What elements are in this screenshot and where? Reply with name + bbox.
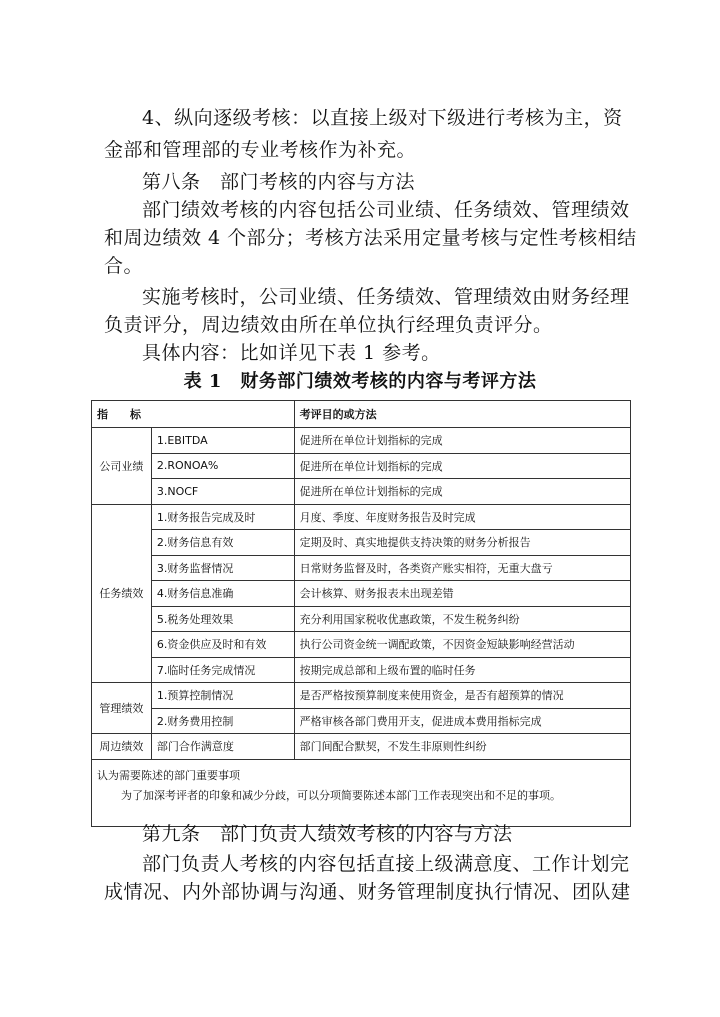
method-cell: 充分利用国家税收优惠政策，不发生税务纠纷 (294, 606, 630, 632)
paragraph-line: 具体内容：比如详见下表 1 参考。 (142, 342, 441, 364)
paragraph-line: 部门负责人考核的内容包括直接上级满意度、工作计划完 (142, 853, 630, 875)
paragraph-line: 合。 (104, 255, 144, 277)
table-row (92, 708, 631, 734)
table-title: 表 1 财务部门绩效考核的内容与考评方法 (183, 371, 537, 392)
table-row (92, 606, 631, 632)
paragraph-line: 金部和管理部的专业考核作为补充。 (104, 139, 417, 161)
table-row (92, 581, 631, 607)
method-cell: 会计核算、财务报表未出现差错 (294, 581, 630, 607)
method-cell: 定期及时、真实地提供支持决策的财务分析报告 (294, 530, 630, 556)
item-cell: 5.税务处理效果 (151, 606, 294, 632)
method-cell: 部门间配合默契，不发生非原则性纠纷 (294, 734, 630, 760)
note-body: 为了加深考评者的印象和减少分歧，可以分项简要陈述本部门工作表现突出和不足的事项。 (121, 788, 561, 802)
table-row (92, 479, 631, 505)
table-row (92, 555, 631, 581)
item-cell: 6.资金供应及时和有效 (151, 632, 294, 658)
header-method: 考评目的或方法 (294, 401, 630, 428)
category-cell: 任务绩效 (92, 504, 152, 683)
item-cell: 4.财务信息准确 (151, 581, 294, 607)
item-cell: 3.NOCF (151, 479, 294, 505)
note-row (92, 759, 631, 826)
item-cell: 2.财务信息有效 (151, 530, 294, 556)
item-cell: 1.EBITDA (151, 428, 294, 454)
article-8-heading: 第八条 部门考核的内容与方法 (142, 171, 416, 193)
paragraph-line: 部门绩效考核的内容包括公司业绩、任务绩效、管理绩效 (142, 199, 630, 221)
performance-table (91, 400, 631, 827)
method-cell: 月度、季度、年度财务报告及时完成 (294, 504, 630, 530)
method-cell: 日常财务监督及时，各类资产账实相符，无重大盘亏 (294, 555, 630, 581)
method-cell: 是否严格按预算制度来使用资金，是否有超预算的情况 (294, 683, 630, 709)
table-row (92, 734, 631, 760)
paragraph-line: 4、纵向逐级考核：以直接上级对下级进行考核为主，资 (142, 107, 623, 129)
category-cell: 周边绩效 (92, 734, 152, 760)
paragraph-line: 和周边绩效 4 个部分；考核方法采用定量考核与定性考核相结 (104, 227, 637, 249)
note-title: 认为需要陈述的部门重要事项 (97, 768, 240, 782)
item-cell: 7.临时任务完成情况 (151, 657, 294, 683)
item-cell: 部门合作满意度 (151, 734, 294, 760)
paragraph-line: 成情况、内外部协调与沟通、财务管理制度执行情况、团队建 (104, 881, 631, 903)
article-9-heading: 第九条 部门负责人绩效考核的内容与方法 (142, 823, 513, 845)
category-cell: 公司业绩 (92, 428, 152, 505)
table-row (92, 632, 631, 658)
table-row (92, 504, 631, 530)
table-row (92, 453, 631, 479)
header-indicator: 指 标 (92, 401, 295, 428)
item-cell: 1.预算控制情况 (151, 683, 294, 709)
table-row (92, 657, 631, 683)
paragraph-line: 负责评分，周边绩效由所在单位执行经理负责评分。 (104, 314, 553, 336)
item-cell: 1.财务报告完成及时 (151, 504, 294, 530)
category-cell: 管理绩效 (92, 683, 152, 734)
note-cell (92, 759, 631, 826)
table-header-row (92, 401, 631, 428)
table-row (92, 530, 631, 556)
method-cell: 严格审核各部门费用开支，促进成本费用指标完成 (294, 708, 630, 734)
method-cell: 促进所在单位计划指标的完成 (294, 479, 630, 505)
method-cell: 执行公司资金统一调配政策，不因资金短缺影响经营活动 (294, 632, 630, 658)
paragraph-line: 实施考核时，公司业绩、任务绩效、管理绩效由财务经理 (142, 286, 630, 308)
method-cell: 按期完成总部和上级布置的临时任务 (294, 657, 630, 683)
item-cell: 2.RONOA% (151, 453, 294, 479)
method-cell: 促进所在单位计划指标的完成 (294, 453, 630, 479)
table-row (92, 428, 631, 454)
table-row (92, 683, 631, 709)
item-cell: 3.财务监督情况 (151, 555, 294, 581)
method-cell: 促进所在单位计划指标的完成 (294, 428, 630, 454)
item-cell: 2.财务费用控制 (151, 708, 294, 734)
